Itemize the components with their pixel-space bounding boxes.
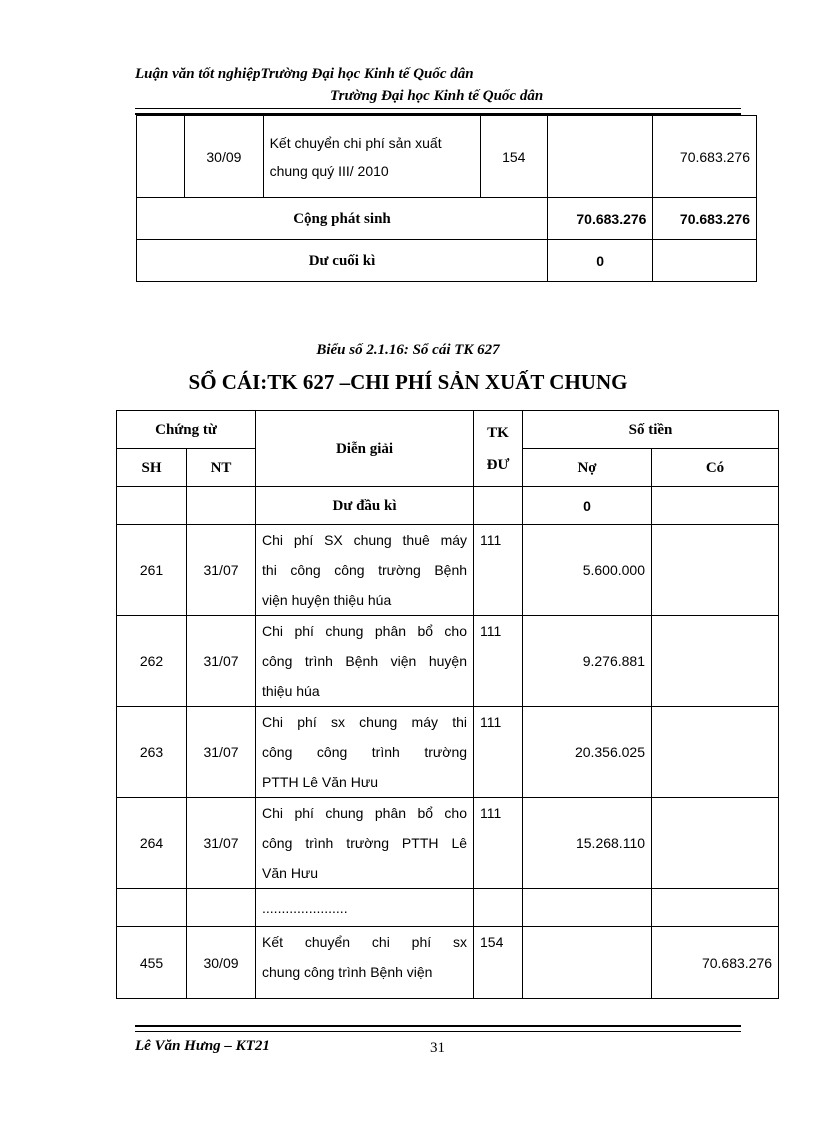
desc-line: viện huyện thiệu húa bbox=[262, 592, 392, 608]
cell-no: 15.268.110 bbox=[523, 798, 652, 889]
header-tk-line: ĐƯ bbox=[486, 456, 510, 473]
cell-nt: 31/07 bbox=[187, 616, 256, 707]
desc-line: công công trình trường bbox=[262, 744, 468, 760]
table-row bbox=[117, 927, 779, 999]
cell-no: 5.600.000 bbox=[523, 525, 652, 616]
cell-sh: 261 bbox=[117, 525, 187, 616]
header-co: Có bbox=[652, 449, 779, 487]
desc-line: Kết chuyển chi phí sx bbox=[262, 934, 468, 950]
desc-line: công trình Bệnh viện huyện bbox=[262, 653, 468, 669]
header-row-1 bbox=[117, 411, 779, 449]
cell-nt bbox=[187, 889, 256, 927]
closing-no: 0 bbox=[547, 240, 653, 282]
cell-nt bbox=[187, 487, 256, 525]
closing-co bbox=[653, 240, 757, 282]
header-nt: NT bbox=[187, 449, 256, 487]
cell-desc bbox=[256, 798, 474, 889]
table-row bbox=[117, 525, 779, 616]
header-line-2: Trường Đại học Kinh tế Quốc dân bbox=[330, 88, 544, 104]
cell-nt: 31/07 bbox=[187, 707, 256, 798]
total-row bbox=[137, 198, 757, 240]
cell-sh: 264 bbox=[117, 798, 187, 889]
page-number: 31 bbox=[430, 1040, 445, 1056]
cell-tk: 111 bbox=[474, 707, 523, 798]
cell-co bbox=[652, 798, 779, 889]
total-no: 70.683.276 bbox=[547, 198, 653, 240]
desc-line: Chi phí chung phân bổ cho bbox=[262, 805, 468, 821]
cell-no: 20.356.025 bbox=[523, 707, 652, 798]
footer-rule bbox=[135, 1025, 741, 1032]
cell-tk bbox=[474, 889, 523, 927]
header-chung-tu: Chứng từ bbox=[117, 411, 256, 449]
header-rule bbox=[135, 108, 741, 115]
desc-line: thi công công trường Bệnh bbox=[262, 562, 468, 578]
header-sh: SH bbox=[117, 449, 187, 487]
desc-line: công trình trường PTTH Lê bbox=[262, 835, 468, 851]
cell-desc bbox=[256, 525, 474, 616]
header-tk bbox=[474, 411, 523, 487]
opening-label: Dư đầu kì bbox=[256, 487, 474, 525]
cell-sh bbox=[117, 889, 187, 927]
cell-nt: 31/07 bbox=[187, 798, 256, 889]
total-co: 70.683.276 bbox=[653, 198, 757, 240]
header-tk-line: TK bbox=[487, 424, 509, 441]
cell-co: 70.683.276 bbox=[653, 116, 757, 198]
continued-table bbox=[136, 115, 757, 282]
cell-no bbox=[523, 889, 652, 927]
opening-row bbox=[117, 487, 779, 525]
cell-sh: 455 bbox=[117, 927, 187, 999]
closing-label: Dư cuối kì bbox=[137, 240, 548, 282]
ledger-table bbox=[116, 410, 779, 999]
cell-co: 70.683.276 bbox=[652, 927, 779, 999]
total-label: Cộng phát sinh bbox=[137, 198, 548, 240]
cell-desc bbox=[256, 616, 474, 707]
table-caption: Biểu số 2.1.16: Sổ cái TK 627 bbox=[316, 342, 500, 358]
header-line-1: Luận văn tốt nghiệpTrường Đại học Kinh tế Quốc dân bbox=[135, 66, 474, 82]
cell-desc bbox=[256, 927, 474, 999]
cell-no bbox=[523, 927, 652, 999]
desc-line: Chi phí SX chung thuê máy bbox=[262, 532, 468, 548]
cell-desc bbox=[263, 116, 480, 198]
desc-line: chung công trình Bệnh viện bbox=[262, 964, 433, 980]
footer-author: Lê Văn Hưng – KT21 bbox=[135, 1038, 270, 1054]
ellipsis-row bbox=[117, 889, 779, 927]
cell-tk bbox=[474, 487, 523, 525]
ledger-title: SỔ CÁI:TK 627 –CHI PHÍ SẢN XUẤT CHUNG bbox=[188, 370, 628, 394]
cell-co bbox=[652, 707, 779, 798]
desc-line: Văn Hưu bbox=[262, 865, 319, 881]
ellipsis: ...................... bbox=[256, 889, 474, 927]
cell-desc bbox=[256, 707, 474, 798]
table-row bbox=[117, 707, 779, 798]
table-row bbox=[137, 116, 757, 198]
cell-tk: 154 bbox=[480, 116, 547, 198]
table-row bbox=[117, 798, 779, 889]
header-no: Nợ bbox=[523, 449, 652, 487]
desc-line: Kết chuyển chi phí sản xuất bbox=[269, 134, 442, 151]
cell-nt: 30/09 bbox=[187, 927, 256, 999]
cell-tk: 111 bbox=[474, 798, 523, 889]
cell-co bbox=[652, 889, 779, 927]
cell-sh bbox=[117, 487, 187, 525]
cell-tk: 154 bbox=[474, 927, 523, 999]
desc-line: Chi phí chung phân bổ cho bbox=[262, 623, 468, 639]
cell-sh: 263 bbox=[117, 707, 187, 798]
cell-nt: 30/09 bbox=[185, 116, 263, 198]
closing-row bbox=[137, 240, 757, 282]
cell-no: 9.276.881 bbox=[523, 616, 652, 707]
header-so-tien: Số tiền bbox=[523, 411, 779, 449]
cell-tk: 111 bbox=[474, 616, 523, 707]
desc-line: Chi phí sx chung máy thi bbox=[262, 714, 468, 730]
cell-no bbox=[547, 116, 653, 198]
desc-line: PTTH Lê Văn Hưu bbox=[262, 774, 378, 790]
desc-line: chung quý III/ 2010 bbox=[269, 162, 389, 179]
table-row bbox=[117, 616, 779, 707]
cell-nt: 31/07 bbox=[187, 525, 256, 616]
cell-co bbox=[652, 487, 779, 525]
cell-co bbox=[652, 525, 779, 616]
cell-co bbox=[652, 616, 779, 707]
cell-tk: 111 bbox=[474, 525, 523, 616]
header-dien-giai: Diễn giải bbox=[256, 411, 474, 487]
cell-sh bbox=[137, 116, 185, 198]
opening-no: 0 bbox=[523, 487, 652, 525]
desc-line: thiệu húa bbox=[262, 683, 320, 699]
cell-sh: 262 bbox=[117, 616, 187, 707]
